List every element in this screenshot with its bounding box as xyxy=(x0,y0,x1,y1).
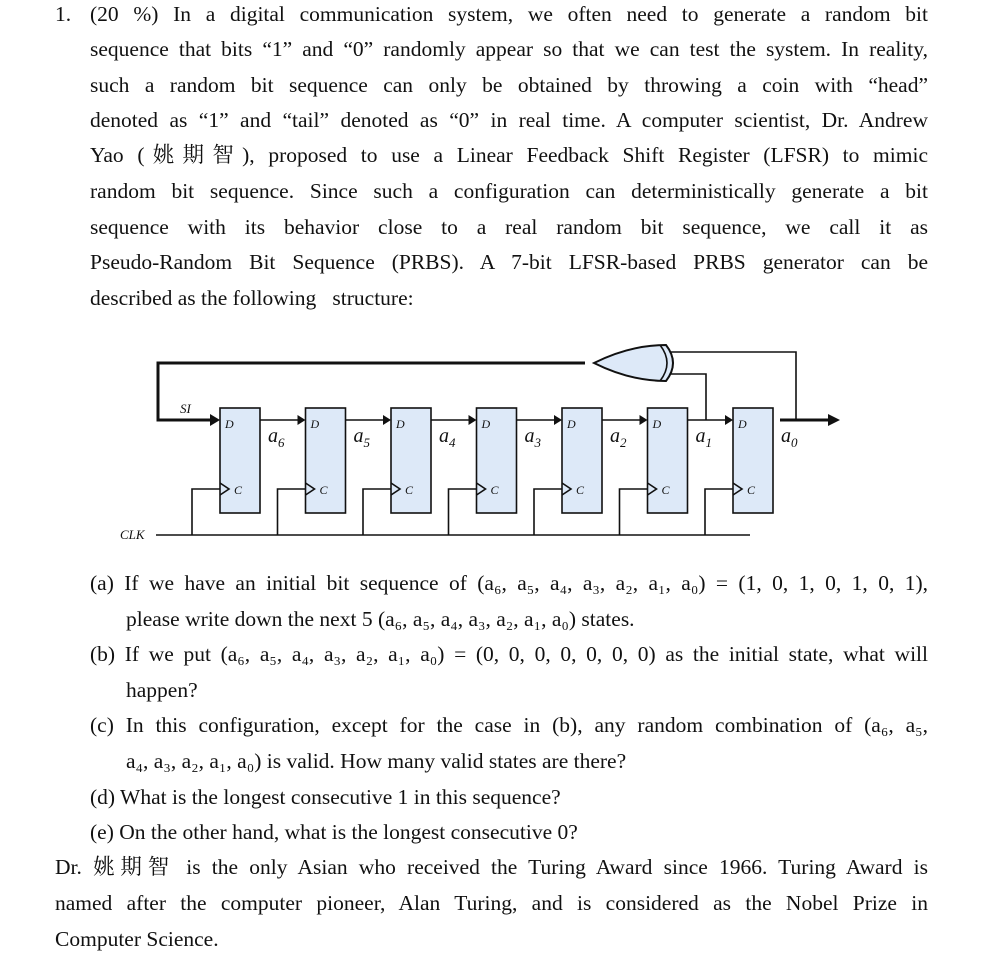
footer-line-1: Dr. 姚期智 is the only Asian who received the Turing Award since 1966. Turing Award is xyxy=(55,855,928,879)
flip-flop-d-label: D xyxy=(310,417,320,431)
problem-line-1: (20 %) In a digital communication system, we often need to generate a random bit xyxy=(90,2,928,26)
output-subscript: 5 xyxy=(363,435,370,450)
flip-flop-c-label: C xyxy=(747,483,756,497)
clock-feed-wire xyxy=(534,489,562,535)
clock-feed-wire xyxy=(705,489,733,535)
part-d: (d) What is the longest consecutive 1 in this sequence? xyxy=(90,785,561,809)
problem-line-8: Pseudo-Random Bit Sequence (PRBS). A 7-bit LFSR-based PRBS generator can be xyxy=(90,250,928,274)
part-c-line-2: a₄, a₃, a₂, a₁, a₀) is valid. How many valid states are there? xyxy=(126,749,627,773)
part-b-line-1: (b) If we put (a₆, a₅, a₄, a₃, a₂, a₁, a₀) = (0, 0, 0, 0, 0, 0, 0) as the initial state, what will xyxy=(90,642,928,666)
output-label-a0: $a_0$ xyxy=(781,425,798,450)
flip-flop-d-label: D xyxy=(396,417,405,431)
output-subscript: 4 xyxy=(449,435,456,450)
clock-feed-wire xyxy=(363,489,391,535)
output-subscript: 6 xyxy=(278,435,285,450)
shift-arrowhead xyxy=(298,415,306,425)
flip-flop-c-label: C xyxy=(405,483,414,497)
clock-feed-wire xyxy=(278,489,306,535)
problem-number: 1. xyxy=(55,2,72,26)
problem-line-4: denoted as “1” and “tail” denoted as “0” in real time. A computer scientist, Dr. Andrew xyxy=(90,108,928,132)
shift-arrowhead xyxy=(469,415,477,425)
flip-flop-d-label: D xyxy=(738,417,747,431)
output-label-a6: $a_6$ xyxy=(268,425,285,450)
clock-feed-wire xyxy=(620,489,648,535)
flip-flop-d-label: D xyxy=(567,417,576,431)
output-label-a2: $a_2$ xyxy=(610,425,627,450)
problem-line-3: such a random bit sequence can only be obtained by throwing a coin with “head” xyxy=(90,73,928,97)
flip-flop-d-label: D xyxy=(481,417,491,431)
footer-line-2: named after the computer pioneer, Alan Turing, and is considered as the Nobel Prize in xyxy=(55,891,928,915)
part-b-line-2: happen? xyxy=(126,678,198,702)
output-subscript: 0 xyxy=(791,435,798,450)
si-arrowhead xyxy=(210,414,220,426)
si-label: SI xyxy=(180,401,191,416)
shift-arrowhead xyxy=(383,415,391,425)
part-e: (e) On the other hand, what is the longest consecutive 0? xyxy=(90,820,578,844)
flip-flop-c-label: C xyxy=(576,483,585,497)
clock-feed-wire xyxy=(449,489,477,535)
output-subscript: 1 xyxy=(705,435,712,450)
part-c-line-1: (c) In this configuration, except for the case in (b), any random combination of (a₆, a₅, xyxy=(90,713,928,737)
clock-feed-wire xyxy=(192,489,220,535)
flip-flop-c-label: C xyxy=(319,483,328,497)
part-a-line-1: (a) If we have an initial bit sequence of (a₆, a₅, a₄, a₃, a₂, a₁, a₀) = (1, 0, 1, 0, 1, 0, 1), xyxy=(90,571,928,595)
output-arrowhead xyxy=(828,414,840,426)
flip-flop-d-label: D xyxy=(652,417,662,431)
flip-flop-c-label: C xyxy=(661,483,670,497)
output-label-a5: $a_5$ xyxy=(353,425,370,450)
flip-flop-c-label: C xyxy=(490,483,499,497)
flip-flop-d-label: D xyxy=(225,417,234,431)
shift-arrowhead xyxy=(725,415,733,425)
shift-arrowhead xyxy=(554,415,562,425)
clk-label: CLK xyxy=(120,527,145,542)
problem-line-5: Yao (姚期智), proposed to use a Linear Feedback Shift Register (LFSR) to mimic xyxy=(90,143,928,167)
problem-line-7: sequence with its behavior close to a real random bit sequence, we call it as xyxy=(90,215,928,239)
problem-line-2: sequence that bits “1” and “0” randomly appear so that we can test the system. In reality, xyxy=(90,37,928,61)
output-subscript: 3 xyxy=(534,435,541,450)
problem-line-6: random bit sequence. Since such a configuration can deterministically generate a bit xyxy=(90,179,928,203)
part-a-line-2: please write down the next 5 (a₆, a₅, a₄, a₃, a₂, a₁, a₀) states. xyxy=(126,607,635,631)
footer-line-3: Computer Science. xyxy=(55,927,219,951)
output-label-a1: $a_1$ xyxy=(695,425,712,450)
problem-line-9: described as the following structure: xyxy=(90,286,414,310)
output-label-a4: $a_4$ xyxy=(439,425,456,450)
xor-gate xyxy=(594,345,673,381)
output-subscript: 2 xyxy=(620,435,627,450)
shift-arrowhead xyxy=(640,415,648,425)
flip-flop-c-label: C xyxy=(234,483,243,497)
output-label-a3: $a_3$ xyxy=(524,425,541,450)
lfsr-diagram xyxy=(110,330,840,555)
